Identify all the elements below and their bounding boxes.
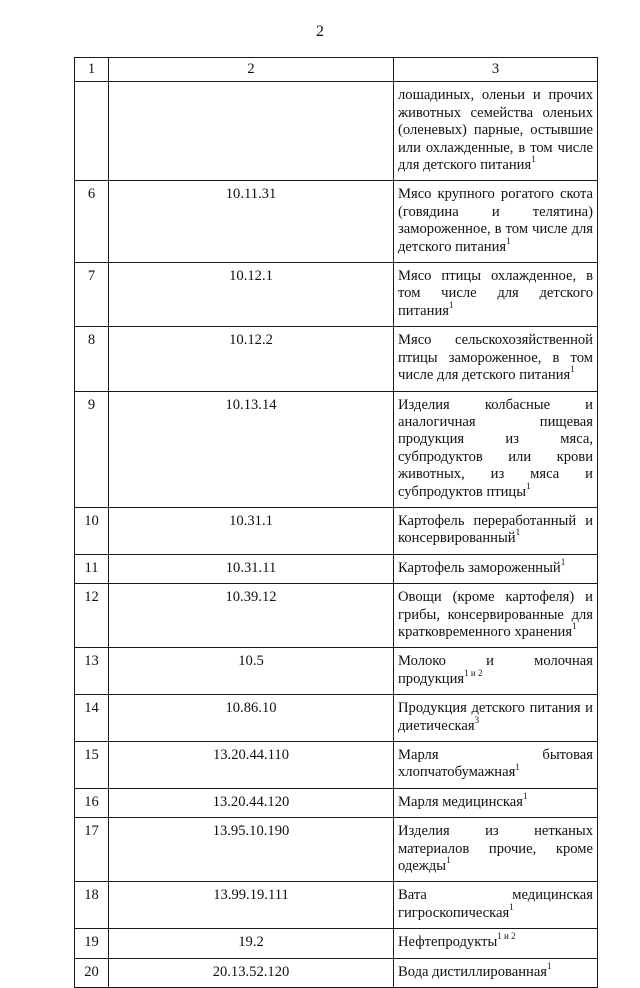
footnote-ref: 1 [522,790,528,801]
product-description [394,648,598,695]
product-description [394,929,598,958]
product-description [394,695,598,742]
table-row [75,648,598,695]
description-text: Молоко и молочная продукция [398,653,593,687]
table-row [75,882,598,929]
table-row [75,263,598,327]
table-row [75,818,598,882]
table-row [75,584,598,648]
description-text: Картофель переработанный и консервированный [398,512,593,547]
row-number: 13 [75,648,109,695]
okpd-code: 13.20.44.110 [109,742,394,789]
description-text: лошадиных, оленьи и прочих животных семейства оленьих (оленевых) парные, остывшие или охлажденные, в том числе для детского питания [398,87,593,174]
product-description [394,263,598,327]
table-row [75,507,598,554]
footnote-ref: 1 [570,364,575,375]
description-text: Изделия колбасные и аналогичная пищевая продукция из мяса, субпродуктов или крови животных, из мяса и субпродуктов птицы [398,396,593,500]
row-number [75,82,109,181]
product-description [394,958,598,987]
footnote-ref: 1 [515,527,521,538]
footnote-ref: 1 и 2 [497,931,516,942]
row-number: 14 [75,695,109,742]
table-row [75,929,598,958]
product-description [394,742,598,789]
page-number: 2 [316,23,324,40]
row-number: 15 [75,742,109,789]
product-description [394,82,598,181]
header-col-3: 3 [394,58,598,82]
table-row [75,554,598,583]
product-description [394,584,598,648]
footnote-ref: 1 и 2 [464,667,483,678]
description-text: Продукция детского питания и диетическая [398,700,593,734]
okpd-code: 10.11.31 [109,181,394,263]
table-header-row [75,58,598,82]
description-text: Мясо сельскохозяйственной птицы замороженное, в том числе для детского питания [398,332,593,384]
okpd-code: 10.31.1 [109,507,394,554]
table-row [75,788,598,817]
description-text: Вода дистиллированная [398,963,548,980]
footnote-ref: 1 [446,855,451,866]
row-number: 17 [75,818,109,882]
description-text: Изделия из нетканых материалов прочие, кроме одежды [398,823,593,875]
footnote-ref: 1 [547,960,552,971]
row-number: 7 [75,263,109,327]
footnote-ref: 1 [449,300,454,311]
table-row [75,695,598,742]
footnote-ref: 1 [572,621,577,632]
table-row [75,391,598,507]
footnote-ref: 3 [474,714,480,725]
footnote-ref: 1 [509,901,514,912]
okpd-code: 10.5 [109,648,394,695]
row-number: 11 [75,554,109,583]
product-description [394,818,598,882]
footnote-ref: 1 [560,556,566,567]
row-number: 18 [75,882,109,929]
footnote-ref: 1 [515,761,520,772]
table-row [75,958,598,987]
product-description [394,554,598,583]
row-number: 19 [75,929,109,958]
okpd-code [109,82,394,181]
header-col-2: 2 [109,58,394,82]
okpd-code: 13.95.10.190 [109,818,394,882]
footnote-ref: 1 [506,235,511,246]
okpd-code: 13.99.19.111 [109,882,394,929]
description-text: Нефтепродукты [398,934,498,951]
okpd-code: 10.31.11 [109,554,394,583]
description-text: Вата медицинская гигроскопическая [398,887,593,921]
row-number: 6 [75,181,109,263]
footnote-ref: 1 [526,480,531,491]
description-text: Марля медицинская [398,793,523,810]
okpd-code: 10.12.2 [109,327,394,391]
row-number: 10 [75,507,109,554]
table-row [75,82,598,181]
description-text: Картофель замороженный [398,559,561,576]
row-number: 20 [75,958,109,987]
okpd-code: 20.13.52.120 [109,958,394,987]
row-number: 8 [75,327,109,391]
product-description [394,181,598,263]
header-col-1: 1 [75,58,109,82]
description-text: Овощи (кроме картофеля) и грибы, консервированные для кратковременного хранения [398,589,593,640]
table-row [75,742,598,789]
product-description [394,788,598,817]
row-number: 9 [75,391,109,507]
description-text: Марля бытовая хлопчатобумажная [398,747,593,781]
okpd-code: 13.20.44.120 [109,788,394,817]
footnote-ref: 1 [531,154,536,165]
product-description [394,882,598,929]
product-description [394,391,598,507]
okpd-code: 10.13.14 [109,391,394,507]
okpd-code: 19.2 [109,929,394,958]
okpd-code: 10.39.12 [109,584,394,648]
product-description [394,507,598,554]
product-description [394,327,598,391]
row-number: 12 [75,584,109,648]
table-row [75,327,598,391]
products-table [74,57,598,988]
okpd-code: 10.12.1 [109,263,394,327]
description-text: Мясо крупного рогатого скота (говядина и телятина) замороженное, в том числе для детского питания [398,186,593,255]
row-number: 16 [75,788,109,817]
okpd-code: 10.86.10 [109,695,394,742]
table-row [75,181,598,263]
description-text: Мясо птицы охлажденное, в том числе для детского питания [398,268,593,319]
